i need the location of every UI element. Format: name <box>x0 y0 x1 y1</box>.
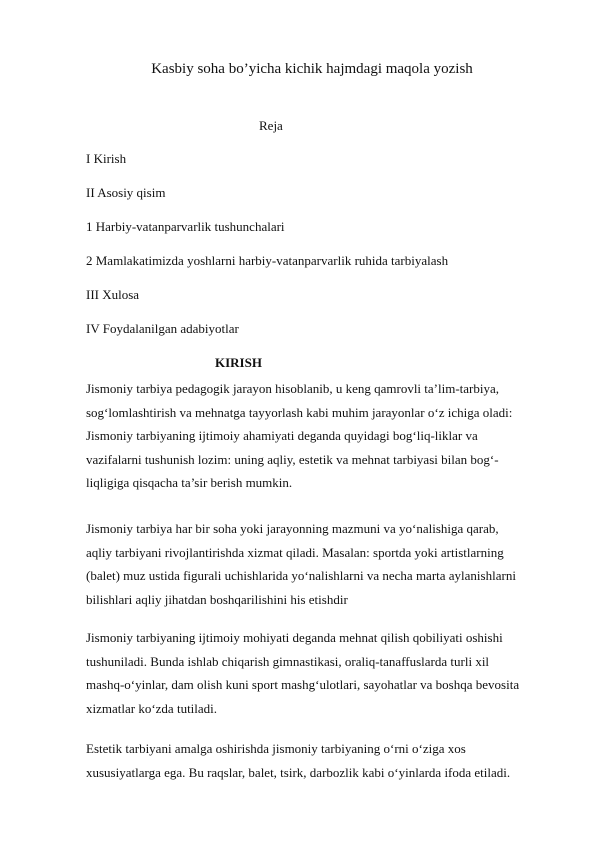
paragraph-line: (balet) muz ustida figurali uchishlarida yo‘nalishlarni va necha marta aylanishlarni <box>86 568 516 583</box>
paragraph-line: sog‘lomlashtirish va mehnatga tayyorlash kabi muhim jarayonlar o‘z ichiga oladi: <box>86 404 513 420</box>
outline-item: 1 Harbiy-vatanparvarlik tushunchalari <box>86 219 285 234</box>
paragraph-line: vazifalarni tushunish lozim: uning aqliy, estetik va mehnat tarbiyasi bilan bog‘- <box>86 451 499 467</box>
paragraph-line: Estetik tarbiyani amalga oshirishda jismoniy tarbiyaning o‘rni o‘ziga xos <box>86 741 466 756</box>
paragraph-2 <box>86 517 562 611</box>
outline-item: IV Foydalanilgan adabiyotlar <box>86 321 239 336</box>
paragraph-line: liqligiga qisqacha ta’sir berish mumkin. <box>86 475 293 490</box>
paragraph-line: aqliy tarbiyani rivojlantirishda xizmat qiladi. Masalan: sportda yoki artistlarning <box>86 544 504 560</box>
outline-item: 2 Mamlakatimizda yoshlarni harbiy-vatanparvarlik ruhida tarbiyalash <box>86 253 449 268</box>
outline-item: II Asosiy qisim <box>86 185 166 200</box>
paragraph-line: Jismoniy tarbiya pedagogik jarayon hisoblanib, u keng qamrovli ta’lim-tarbiya, <box>86 381 500 396</box>
outline-item: III Xulosa <box>86 287 140 302</box>
paragraph-line: Jismoniy tarbiyaning ijtimoiy ahamiyati deganda quyidagi bog‘liq-liklar va <box>86 428 478 443</box>
paragraph-1 <box>86 377 562 495</box>
plan-outline <box>86 151 448 355</box>
paragraph-line: xususiyatlarga ega. Bu raqslar, balet, tsirk, darbozlik kabi o‘yinlarda ifoda etiladi. <box>86 764 511 780</box>
paragraph-3 <box>86 626 562 720</box>
section-heading: KIRISH <box>215 355 262 370</box>
plan-label: Reja <box>259 118 283 133</box>
paragraph-line: mashq-o‘yinlar, dam olish kuni sport mashg‘ulotlari, sayohatlar va boshqa bevosita <box>86 677 520 692</box>
paragraph-line: tushuniladi. Bunda ishlab chiqarish gimnastikasi, oraliq-tanaffuslarda turli xil <box>86 653 490 669</box>
document-title: Kasbiy soha bo’yicha kichik hajmdagi maqola yozish <box>151 61 473 77</box>
paragraph-line: xizmatlar ko‘zda tutiladi. <box>86 700 218 716</box>
paragraph-line: Jismoniy tarbiya har bir soha yoki jarayonning mazmuni va yo‘nalishiga qarab, <box>86 521 499 536</box>
paragraph-line: Jismoniy tarbiyaning ijtimoiy mohiyati deganda mehnat qilish qobiliyati oshishi <box>86 630 503 645</box>
paragraph-4 <box>86 737 562 784</box>
outline-item: I Kirish <box>86 151 127 166</box>
paragraph-line: bilishlari aqliy jihatdan boshqarilishini his etishdir <box>86 591 348 607</box>
